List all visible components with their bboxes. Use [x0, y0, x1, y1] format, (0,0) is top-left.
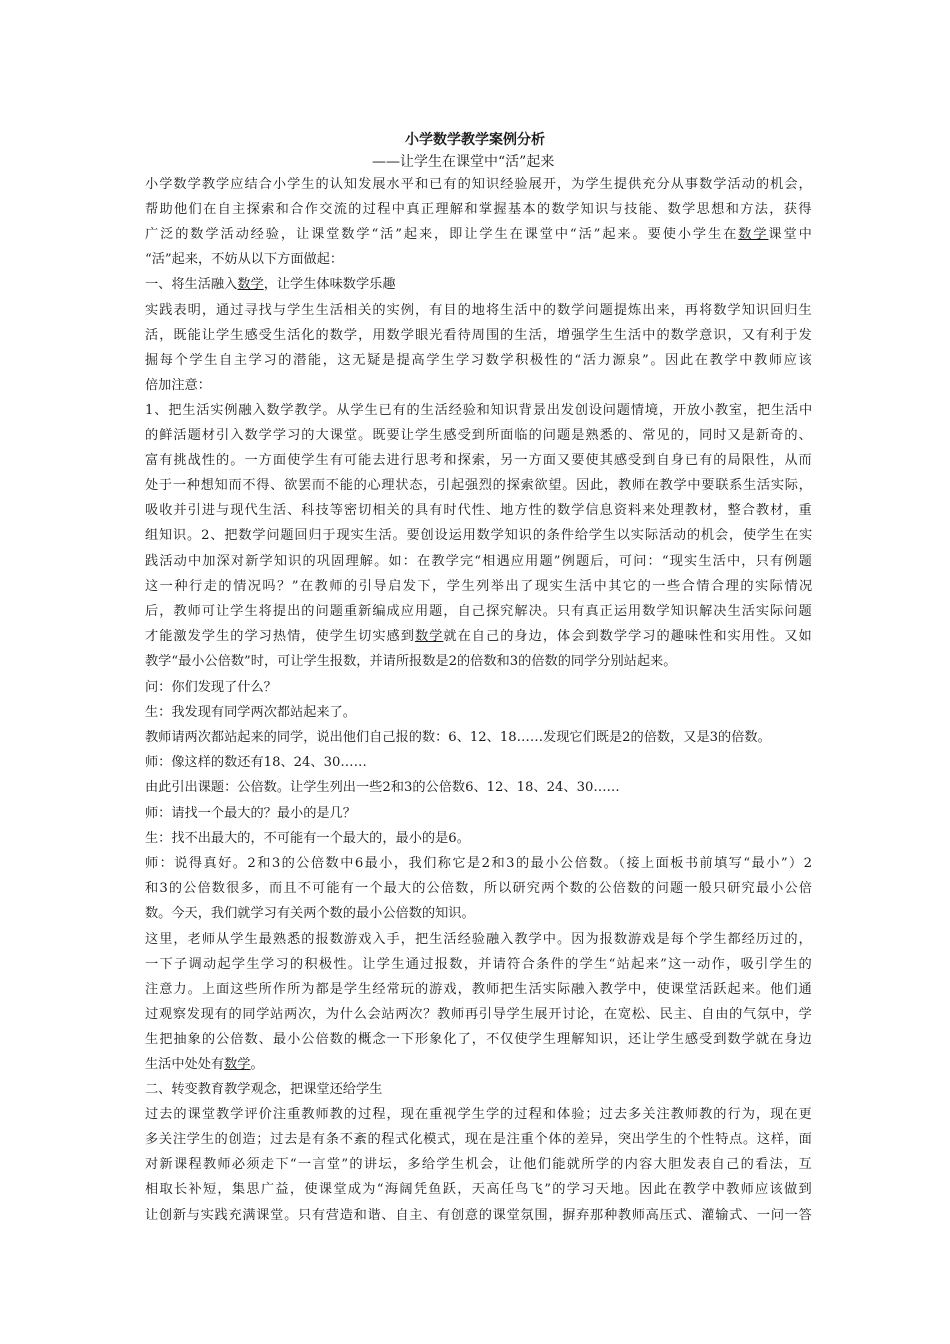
body-line: 注意力。上面这些所作所为都是学生经常玩的游戏，教师把生活实际融入教学中，使课堂活跃起来。他们通 — [145, 982, 813, 997]
body-line: 活，既能让学生感受生活化的数学，用数学眼光看待周围的生活，增强学生生活中的数学意识，又有利于发 — [145, 328, 813, 343]
body-line: 生活中处处有数学。 — [145, 1057, 264, 1072]
body-line: 教学“最小公倍数”时，可让学生报数，并请所报数是2的倍数和3的倍数的同学分别站起来。 — [145, 654, 677, 669]
document-title: 小学数学教学案例分析 — [405, 132, 545, 148]
body-line: 吸收并引进与现代生活、科技等密切相关的具有时代性、地方性的数学信息资料来处理教材，整合教材，重 — [145, 503, 813, 518]
body-line: 对新课程教师必须走下“一言堂”的讲坛，多给学生机会，让他们能就所学的内容大胆发表自己的看法，互 — [145, 1157, 814, 1172]
body-line: 师：像这样的数还有18、24、30…… — [145, 755, 367, 770]
body-line: 多关注学生的创造；过去是有条不紊的程式化模式，现在是注重个体的差异，突出学生的个性特点。这样，面 — [145, 1132, 813, 1147]
body-line: 倍加注意： — [145, 378, 211, 393]
body-line: 过去的课堂教学评价注重教师教的过程，现在重视学生学的过程和体验；过去多关注教师教的行为，现在更 — [145, 1107, 813, 1122]
body-line: 小学数学教学应结合小学生的认知发展水平和已有的知识经验展开，为学生提供充分从事数学活动的机会， — [145, 177, 813, 192]
body-line: 才能激发学生的学习热情，使学生切实感到数学就在自己的身边，体会到数学学习的趣味性和实用性。又如 — [145, 629, 813, 644]
body-line: 问：你们发现了什么？ — [145, 680, 277, 695]
body-line: 这一种行走的情况吗？”在教师的引导启发下，学生列举出了现实生活中其它的一些合情合理的实际情况 — [145, 579, 814, 594]
body-line: 师：说得真好。2和3的公倍数中6最小，我们称它是2和3的最小公倍数。（接上面板书前填写“最小”）2 — [145, 856, 814, 871]
body-line: 处于一种想知而不得、欲罢而不能的心理状态，引起强烈的探索欲望。因此，教师在教学中要联系生活实际， — [145, 478, 813, 493]
body-line: 掘每个学生自主学习的潜能，这无疑是提高学生学习数学积极性的“活力源泉”。因此在教学中教师应该 — [145, 353, 814, 368]
body-line: 这里，老师从学生最熟悉的报数游戏入手，把生活经验融入教学中。因为报数游戏是每个学生都经历过的， — [145, 932, 813, 947]
body-line: 师：请找一个最大的？最小的是几？ — [145, 806, 356, 821]
body-line: 数。今天，我们就学习有关两个数的最小公倍数的知识。 — [145, 906, 475, 921]
body-line: “活”起来，不妨从以下方面做起： — [145, 252, 344, 267]
body-line: 生把抽象的公倍数、最小公倍数的概念一下形象化了，不仅使学生理解知识，还让学生感受到数学就在身边 — [145, 1032, 813, 1047]
body-line: 一下子调动起学生学习的积极性。让学生通过报数，并请符合条件的学生“站起来”这一动作，吸引学生的 — [145, 957, 814, 972]
body-line: 相取长补短，集思广益，使课堂成为“海阔凭鱼跃，天高任鸟飞”的学习天地。因此在教学中教师应该做到 — [145, 1182, 814, 1197]
body-line: 实践表明，通过寻找与学生生活相关的实例，有目的地将生活中的数学问题提炼出来，再将数学知识回归生 — [145, 303, 813, 318]
body-line: 生：找不出最大的，不可能有一个最大的，最小的是6。 — [145, 831, 470, 846]
body-line: 组知识。2、把数学问题回归于现实生活。要创设运用数学知识的条件给学生以实际活动的机会，使学生在实 — [145, 528, 814, 543]
body-line: 让创新与实践充满课堂。只有营造和谐、自主、有创意的课堂氛围，摒弃那种教师高压式、灌输式、一问一答 — [145, 1208, 813, 1223]
body-line: 由此引出课题：公倍数。让学生列出一些2和3的公倍数6、12、18、24、30…… — [145, 780, 620, 795]
body-line: 1、把生活实例融入数学教学。从学生已有的生活经验和知识背景出发创设问题情境，开放小教室，把生活中 — [145, 403, 814, 418]
body-line: 广泛的数学活动经验，让课堂数学“活”起来，即让学生在课堂中“活”起来。要使小学生在数学课堂中 — [145, 227, 814, 242]
document-subtitle: ——让学生在课堂中“活”起来 — [372, 154, 555, 170]
body-line: 教师请两次都站起来的同学，说出他们自己报的数：6、12、18……发现它们既是2的倍数，又是3的倍数。 — [145, 730, 771, 745]
body-line: 一、将生活融入数学，让学生体味数学乐趣 — [145, 277, 396, 292]
body-line: 富有挑战性的。一方面使学生有可能去进行思考和探索，另一方面又要使其感受到自身已有的局限性，从而 — [145, 453, 813, 468]
body-line: 帮助他们在自主探索和合作交流的过程中真正理解和掌握基本的数学知识与技能、数学思想和方法，获得 — [145, 202, 813, 217]
body-line: 后，教师可让学生将提出的问题重新编成应用题，自己探究解决。只有真正运用数学知识解决生活实际问题 — [145, 604, 813, 619]
body-line: 二、转变教育教学观念，把课堂还给学生 — [145, 1082, 383, 1097]
body-line: 践活动中加深对新学知识的巩固理解。如：在教学完“相遇应用题”例题后，可问：“现实生活中，只有例题 — [145, 554, 813, 569]
body-line: 和3的公倍数很多，而且不可能有一个最大的公倍数，所以研究两个数的公倍数的问题一般只研究最小公倍 — [145, 881, 814, 896]
body-line: 生：我发现有同学两次都站起来了。 — [145, 705, 356, 720]
body-line: 过观察发现有的同学站两次，为什么会站两次？教师再引导学生展开讨论，在宽松、民主、自由的气氛中，学 — [145, 1007, 813, 1022]
body-line: 的鲜活题材引入数学学习的大课堂。既要让学生感受到所面临的问题是熟悉的、常见的，同时又是新奇的、 — [145, 428, 813, 443]
